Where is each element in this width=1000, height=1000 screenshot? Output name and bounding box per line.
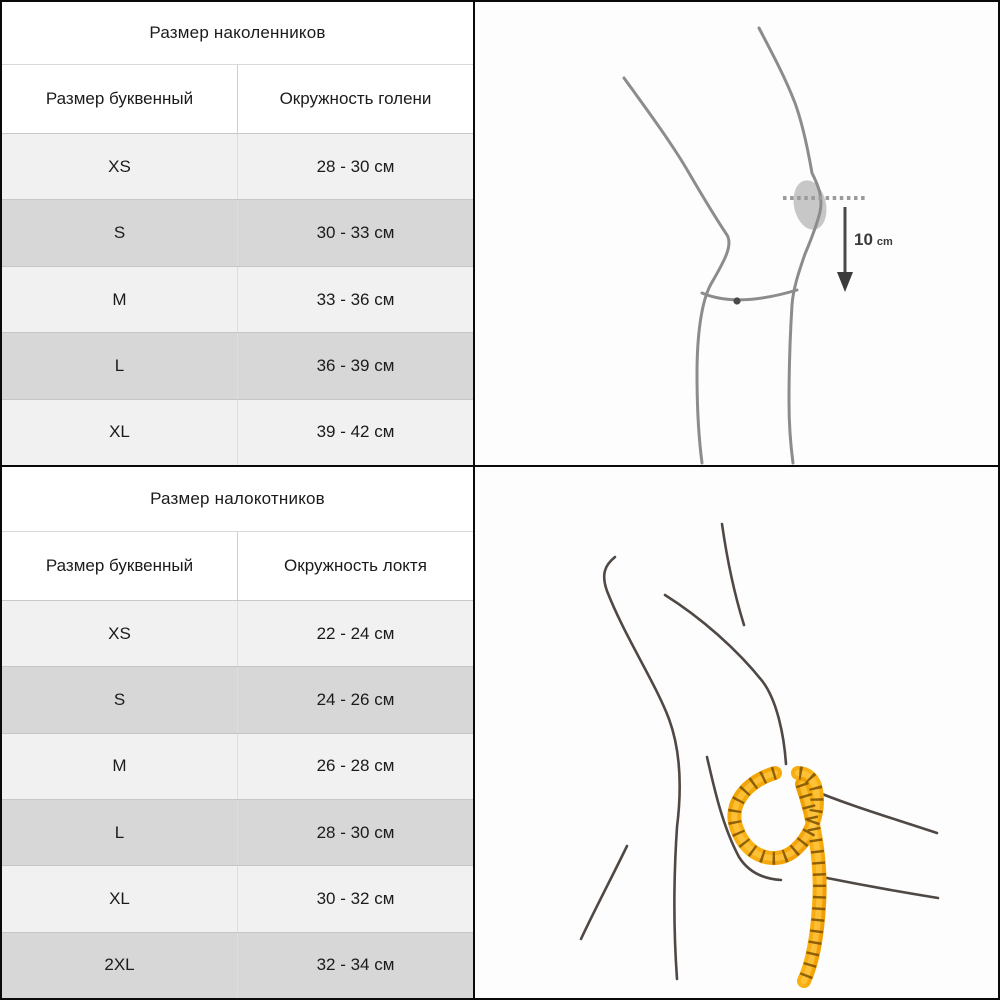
knee-pad-size-table bbox=[2, 2, 473, 465]
shoulder-back-line bbox=[604, 557, 679, 979]
size-cell: 2XL bbox=[104, 955, 135, 975]
measure-dot bbox=[733, 297, 740, 304]
knee-diagram bbox=[475, 2, 998, 465]
table-row bbox=[2, 199, 473, 265]
elbow-illustration-panel bbox=[475, 467, 998, 998]
circumference-cell: 30 - 33 см bbox=[237, 200, 473, 265]
size-cell: XL bbox=[109, 888, 130, 908]
calf-measure-line bbox=[702, 290, 797, 300]
upper-arm-front-line bbox=[665, 595, 786, 764]
table-header-row bbox=[2, 532, 473, 601]
column-header-size: Размер буквенный bbox=[45, 556, 194, 575]
table-title: Размер налокотников bbox=[2, 467, 473, 532]
table-title: Размер наколенников bbox=[2, 2, 473, 65]
table-row bbox=[2, 733, 473, 799]
table-row bbox=[2, 865, 473, 931]
circumference-cell: 32 - 34 см bbox=[237, 933, 473, 998]
elbow-pad-size-table bbox=[2, 467, 473, 998]
size-cell: XS bbox=[108, 156, 131, 176]
leg-front-line bbox=[759, 28, 821, 463]
table-row bbox=[2, 666, 473, 732]
forearm-top-line bbox=[805, 787, 937, 833]
size-cell: M bbox=[112, 289, 127, 309]
elbow-pad-table-panel bbox=[2, 467, 473, 998]
size-cell: S bbox=[113, 223, 126, 243]
elbow-diagram bbox=[475, 467, 998, 998]
size-cell: XL bbox=[109, 422, 130, 442]
size-cell: S bbox=[113, 689, 126, 709]
column-header-circumference: Окружность локтя bbox=[237, 532, 473, 600]
body-side-line bbox=[581, 846, 627, 939]
circumference-cell: 22 - 24 см bbox=[237, 601, 473, 666]
size-cell: L bbox=[114, 822, 125, 842]
table-row bbox=[2, 399, 473, 465]
table-row bbox=[2, 932, 473, 998]
table-row bbox=[2, 332, 473, 398]
column-header-circumference: Окружность голени bbox=[237, 65, 473, 133]
circumference-cell: 33 - 36 см bbox=[237, 267, 473, 332]
table-header-row bbox=[2, 65, 473, 134]
column-header-size: Размер буквенный bbox=[45, 89, 194, 108]
size-cell: XS bbox=[108, 623, 131, 643]
circumference-cell: 30 - 32 см bbox=[237, 866, 473, 931]
circumference-cell: 36 - 39 см bbox=[237, 333, 473, 398]
circumference-cell: 28 - 30 см bbox=[237, 134, 473, 199]
knee-illustration-panel bbox=[475, 2, 998, 465]
circumference-cell: 24 - 26 см bbox=[237, 667, 473, 732]
table-row bbox=[2, 799, 473, 865]
table-row bbox=[2, 266, 473, 332]
patella-shade bbox=[789, 177, 831, 233]
thigh-back-line bbox=[624, 78, 729, 463]
knee-pad-table-panel bbox=[2, 2, 473, 465]
circumference-cell: 26 - 28 см bbox=[237, 734, 473, 799]
measuring-tape bbox=[734, 773, 819, 981]
table-row bbox=[2, 134, 473, 199]
size-cell: M bbox=[112, 756, 127, 776]
ten-cm-label: 10 cm bbox=[854, 230, 893, 249]
size-cell: L bbox=[114, 355, 125, 375]
circumference-cell: 28 - 30 см bbox=[237, 800, 473, 865]
table-row bbox=[2, 601, 473, 666]
circumference-cell: 39 - 42 см bbox=[237, 400, 473, 465]
forearm-bottom-line bbox=[827, 878, 938, 898]
down-arrowhead-icon bbox=[837, 272, 853, 292]
upper-arm-top-line bbox=[722, 524, 744, 625]
